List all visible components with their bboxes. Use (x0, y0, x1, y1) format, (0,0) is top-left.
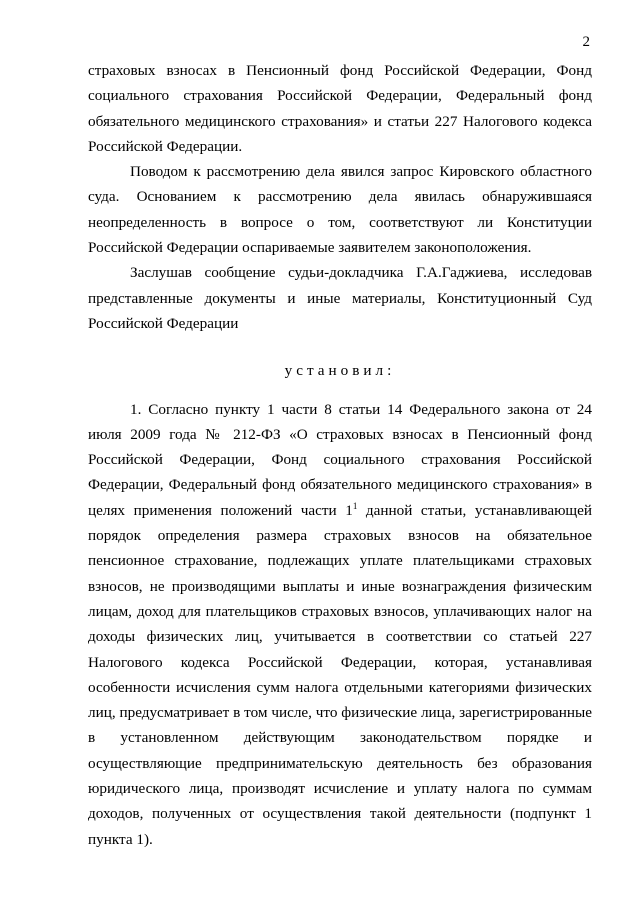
section-1-text-b: данной статьи, устанавливающей порядок определения размера страховых взносов на обязательное пенсионное страхование, подлежащих уплате плательщиками страховых взносов, не производящими выплаты и иные вознаграждения физическим лицам, доход для плательщиков страховых взносов, уплачивающих налог на доходы физических лиц, учитывается в соответствии со статьей 227 Налогового кодекса Российской Федерации, которая, устанавливая особенности исчисления сумм налога отдельными категориями физических лиц, предусматривает в том числе, что физические лица, зарегистрированные в установленном действующим законодательством порядке и осуществляющие предпринимательскую деятельность без образования юридического лица, производят исчисление и уплату налога по суммам доходов, полученных от осуществления такой деятельности (подпункт 1 пункта 1). (88, 501, 592, 848)
section-heading: установил: (284, 362, 396, 380)
section-1-text-a: 1. Согласно пункту 1 части 8 статьи 14 Федерального закона от 24 июля 2009 года № 212-ФЗ «О страховых взносах в Пенсионный фонд Российской Федерации, Фонд социального страхования Российской Федерации, Федеральный фонд обязательного медицинского страхования» в целях применения положений части 1 (88, 400, 592, 519)
page-number: 2 (582, 34, 590, 50)
document-body (88, 58, 592, 852)
paragraph-section-1 (88, 397, 592, 852)
paragraph-reason: Поводом к рассмотрению дела явился запрос Кировского областного суда. Основанием к рассмотрению дела явилась обнаружившаяся неопределенность в вопросе о том, соответствуют ли Конституции Российской Федерации оспариваемые заявителем законоположения. (88, 163, 592, 257)
paragraph-continuation: страховых взносах в Пенсионный фонд Российской Федерации, Фонд социального страхования Российской Федерации, Федеральный фонд обязательного медицинского страхования» и статьи 227 Налогового кодекса Российской Федерации. (88, 62, 592, 155)
superscript: 1 (352, 500, 358, 511)
paragraph-hearing: Заслушав сообщение судьи-докладчика Г.А.Гаджиева, исследовав представленные документы и иные материалы, Конституционный Суд Российской Федерации (88, 264, 592, 332)
